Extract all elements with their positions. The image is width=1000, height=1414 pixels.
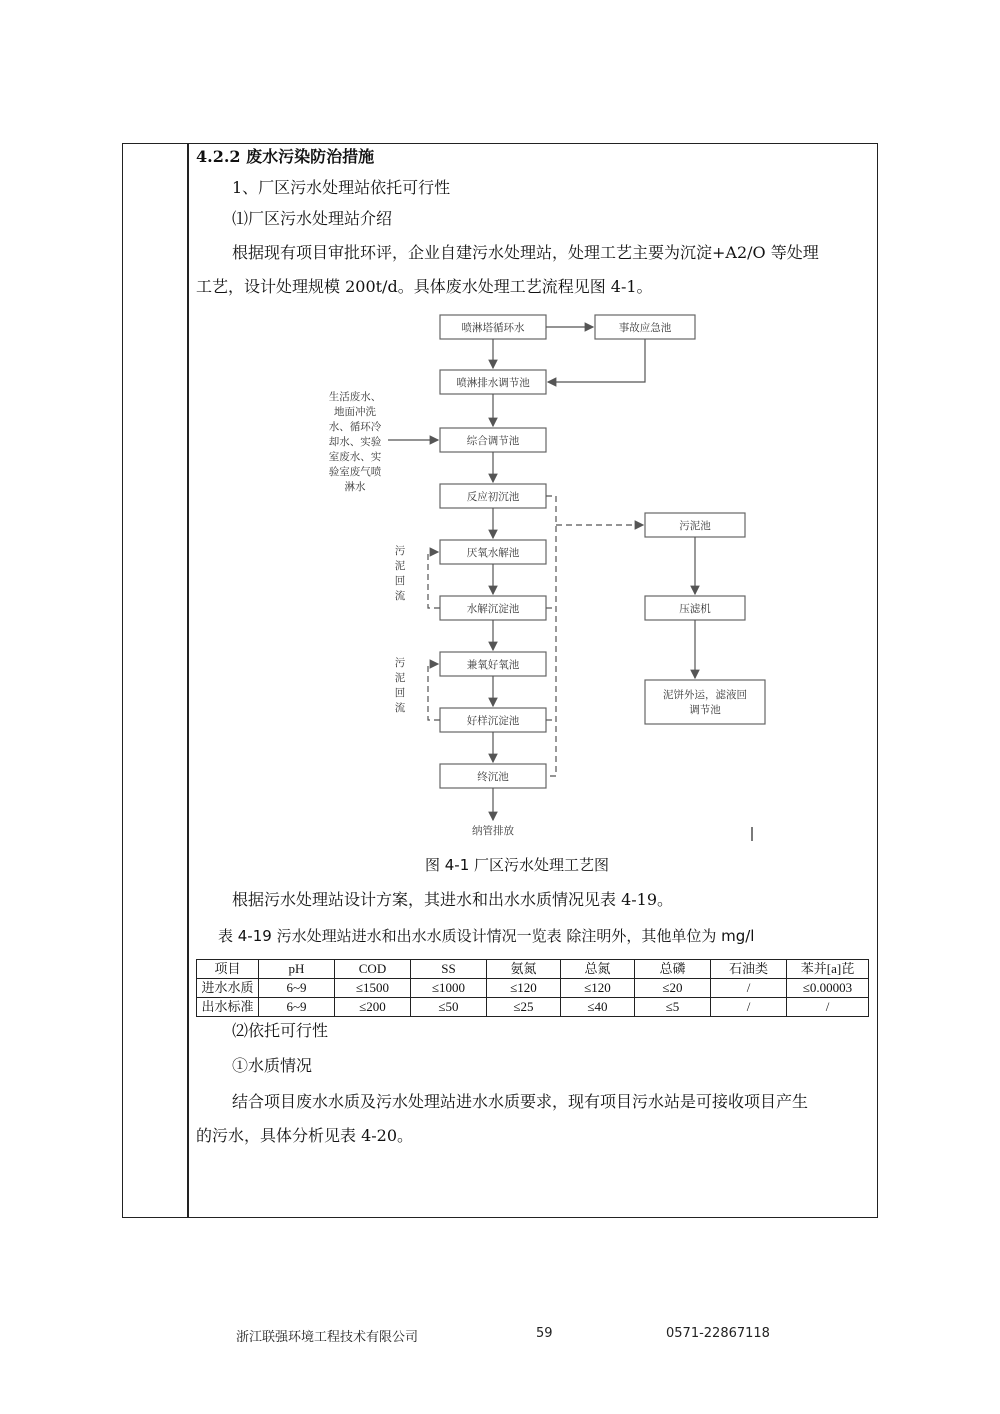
footer-company: 浙江联强环境工程技术有限公司 <box>236 1330 419 1345</box>
footer-phone: 0571-22867118 <box>666 1326 770 1341</box>
label-cake-line-1: 泥饼外运，滤液回 <box>663 689 747 701</box>
table-cell: ≤0.00003 <box>787 979 869 998</box>
table-cell: ≤120 <box>487 979 561 998</box>
label-filter-press: 压滤机 <box>679 603 711 615</box>
table-row <box>197 998 869 1017</box>
inflow-line-4: 却水、实验 <box>328 436 382 448</box>
label-reaction-pool: 反应初沉池 <box>466 491 520 503</box>
section-heading: 4.2.2 废水污染防治措施 <box>196 147 375 166</box>
reflux-2-char-2: 泥 <box>394 672 406 684</box>
water-quality-table <box>196 959 869 1017</box>
item-1-2: ⑵依托可行性 <box>232 1021 329 1040</box>
reflux-1-char-3: 回 <box>394 575 406 587</box>
label-accident-pool: 事故应急池 <box>618 322 672 334</box>
node-cake <box>645 680 765 724</box>
item-1: 1、厂区污水处理站依托可行性 <box>232 178 451 197</box>
table-header-row <box>197 960 869 979</box>
paragraph-1-line-1: 根据现有项目审批环评，企业自建污水处理站，处理工艺主要为沉淀+A2/O 等处理 <box>232 243 819 262</box>
process-flow-diagram <box>315 310 775 845</box>
paragraph-3-line-1: 结合项目废水水质及污水处理站进水水质要求，现有项目污水站是可接收项目产生 <box>232 1092 809 1111</box>
inflow-line-6: 验室废气喷 <box>328 466 382 478</box>
table-header-cell: 总氮 <box>561 960 635 979</box>
paragraph-3-line-2: 的污水，具体分析见表 4-20。 <box>196 1126 414 1145</box>
table-header-cell: COD <box>335 960 411 979</box>
table-header-cell: 总磷 <box>635 960 711 979</box>
table-cell: ≤50 <box>411 998 487 1017</box>
item-1-1: ⑴厂区污水处理站介绍 <box>232 209 393 228</box>
reflux-2-char-3: 回 <box>394 687 406 699</box>
table-header-cell: 苯并[a]芘 <box>787 960 869 979</box>
table-cell: 6~9 <box>259 979 335 998</box>
inflow-line-7: 淋水 <box>344 481 366 493</box>
table-header-cell: 氨氮 <box>487 960 561 979</box>
table-header-cell: pH <box>259 960 335 979</box>
label-spray-drain: 喷淋排水调节池 <box>456 377 530 389</box>
table-cell: ≤40 <box>561 998 635 1017</box>
reflux-2-char-1: 污 <box>394 657 406 669</box>
label-anoxic-aerobic: 兼氧好氧池 <box>466 659 520 671</box>
table-cell: ≤5 <box>635 998 711 1017</box>
table-cell: / <box>711 998 787 1017</box>
table-cell: / <box>711 979 787 998</box>
label-aerobic-settle: 好样沉淀池 <box>466 715 520 727</box>
table-cell: 出水标准 <box>197 998 259 1017</box>
reflux-1-char-1: 污 <box>394 545 406 557</box>
label-final-settle: 终沉池 <box>477 771 509 783</box>
item-1-2-1: ①水质情况 <box>232 1056 313 1075</box>
table-cell: 6~9 <box>259 998 335 1017</box>
inflow-line-1: 生活废水、 <box>328 391 382 403</box>
paragraph-2: 根据污水处理站设计方案，其进水和出水水质情况见表 4-19。 <box>232 890 674 909</box>
label-cake-line-2: 调节池 <box>689 704 721 716</box>
figure-caption: 图 4-1 厂区污水处理工艺图 <box>425 856 610 874</box>
label-discharge: 纳管排放 <box>472 825 514 837</box>
table-header-cell: 项目 <box>197 960 259 979</box>
label-mixed-pool: 综合调节池 <box>466 435 520 447</box>
table-header-cell: 石油类 <box>711 960 787 979</box>
paragraph-1-line-2: 工艺，设计处理规模 200t/d。具体废水处理工艺流程见图 4-1。 <box>196 277 653 296</box>
table-cell: ≤20 <box>635 979 711 998</box>
inflow-line-5: 室废水、实 <box>328 451 382 463</box>
table-header-cell: SS <box>411 960 487 979</box>
table-cell: 进水水质 <box>197 979 259 998</box>
inflow-line-3: 水、循环冷 <box>328 421 382 433</box>
table-row <box>197 979 869 998</box>
label-spray-loop: 喷淋塔循环水 <box>461 322 525 334</box>
reflux-1-char-2: 泥 <box>394 560 406 572</box>
reflux-1-char-4: 流 <box>394 590 406 602</box>
footer-page-number: 59 <box>536 1326 553 1341</box>
label-hydrolysis-settle: 水解沉淀池 <box>466 603 520 615</box>
table-cell: ≤1500 <box>335 979 411 998</box>
table-cell: / <box>787 998 869 1017</box>
label-anaerobic: 厌氧水解池 <box>466 547 520 559</box>
table-cell: ≤200 <box>335 998 411 1017</box>
table-caption: 表 4-19 污水处理站进水和出水水质设计情况一览表 除注明外，其他单位为 mg/l <box>218 927 755 945</box>
label-sludge-pool: 污泥池 <box>679 520 711 532</box>
inflow-line-2: 地面冲洗 <box>334 406 376 418</box>
frame-divider <box>187 143 189 1218</box>
table-cell: ≤120 <box>561 979 635 998</box>
table-cell: ≤1000 <box>411 979 487 998</box>
table-cell: ≤25 <box>487 998 561 1017</box>
reflux-2-char-4: 流 <box>394 702 406 714</box>
